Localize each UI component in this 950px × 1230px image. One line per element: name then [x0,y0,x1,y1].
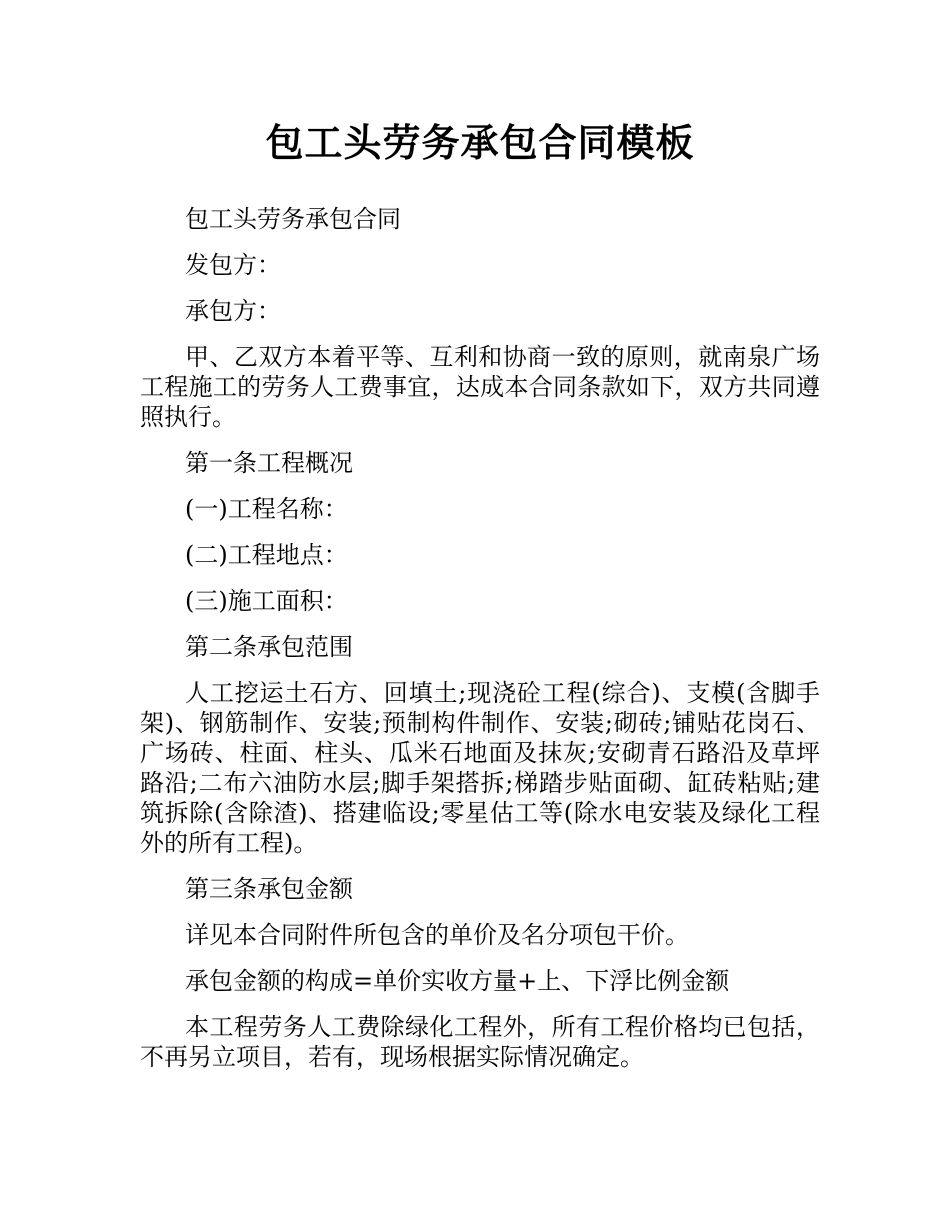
paragraph-contract-name: 包工头劳务承包合同 [185,205,401,233]
field-project-name: (一)工程名称： [185,495,348,523]
paragraph-amount-formula: 承包金额的构成=单价实收方量+上、下浮比例金额 [185,967,730,995]
field-project-location: (二)工程地点： [185,541,348,569]
paragraph-preamble: 甲、乙双方本着平等、互利和协商一致的原则，就南泉广场工程施工的劳务人工费事宜，达成本合同条款如下，双方共同遵照执行。 [140,343,820,431]
paragraph-party-b: 承包方： [185,297,281,325]
paragraph-party-a: 发包方： [185,251,281,279]
paragraph-amount-note: 本工程劳务人工费除绿化工程外，所有工程价格均已包括，不再另立项目，若有，现场根据实际情况确定。 [140,1013,820,1071]
document-body [140,204,820,1072]
field-construction-area: (三)施工面积： [185,587,348,615]
document-title: 包工头劳务承包合同模板 [265,121,695,165]
section-heading-1: 第一条工程概况 [185,449,353,477]
section-heading-2: 第二条承包范围 [185,633,353,661]
paragraph-scope: 人工挖运土石方、回填土;现浇砼工程(综合)、支模(含脚手架)、钢筋制作、安装;预制构件制作、安装;砌砖;铺贴花岗石、广场砖、柱面、柱头、瓜米石地面及抹灰;安砌青石路沿及草坪路沿;二布六油防水层;脚手架搭拆;梯踏步贴面砌、缸砖粘贴;建筑拆除(含除渣)、搭建临设;零星估工等(除水电安装及绿化工程外的所有工程)。 [140,679,820,857]
section-heading-3: 第三条承包金额 [185,875,353,903]
paragraph-amount-detail: 详见本合同附件所包含的单价及名分项包干价。 [185,921,689,949]
